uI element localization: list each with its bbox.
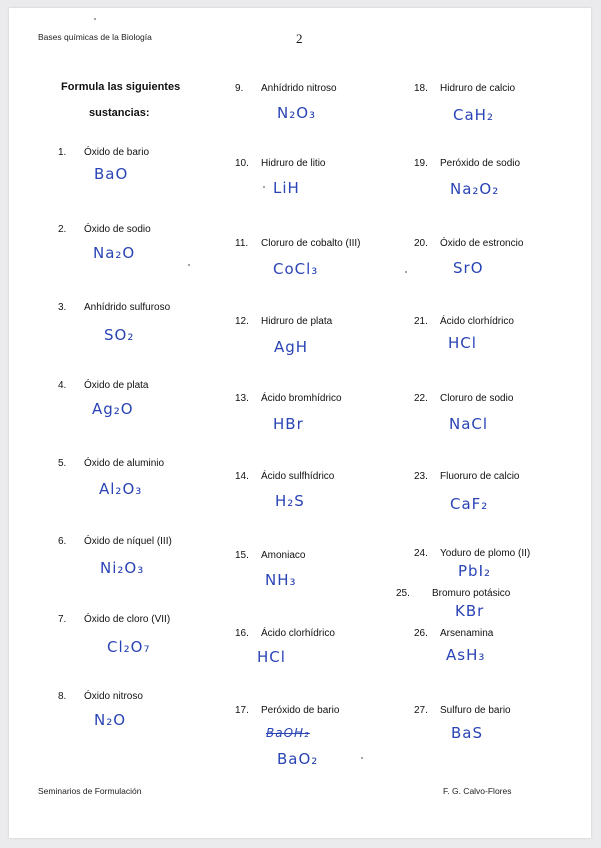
exercise-item-27 — [414, 705, 511, 716]
exercise-item-21 — [414, 316, 514, 327]
item-number: 23. — [414, 471, 428, 482]
item-number: 26. — [414, 628, 428, 639]
handwritten-answer-18: CaH₂ — [453, 106, 494, 124]
item-label: Ácido clorhídrico — [261, 628, 335, 639]
handwritten-answer-17: BaO₂ — [277, 750, 319, 768]
item-label: Hidruro de plata — [261, 316, 333, 327]
exercise-item-14 — [235, 471, 334, 482]
item-number: 5. — [58, 458, 67, 469]
scan-speck — [263, 186, 265, 188]
handwritten-answer-26: AsH₃ — [446, 646, 486, 664]
exercise-item-26 — [414, 628, 493, 639]
scan-speck — [405, 271, 407, 273]
handwritten-answer-27: BaS — [451, 724, 484, 742]
exercise-item-6 — [58, 536, 172, 547]
handwritten-answer-21: HCl — [448, 334, 477, 352]
item-label: Sulfuro de bario — [440, 705, 511, 716]
handwritten-answer-20: SrO — [453, 259, 484, 277]
scan-speck — [94, 18, 96, 20]
handwritten-answer-17-crossed-out: BaOH₂ — [266, 726, 310, 740]
item-label: Bromuro potásico — [432, 588, 511, 599]
worksheet-page — [9, 8, 591, 838]
exercise-item-20 — [414, 238, 523, 249]
handwritten-answer-6: Ni₂O₃ — [100, 559, 145, 577]
item-label: Peróxido de bario — [261, 705, 340, 716]
exercise-item-7 — [58, 614, 170, 625]
item-number: 12. — [235, 316, 249, 327]
exercise-item-17 — [235, 705, 339, 716]
handwritten-answer-19: Na₂O₂ — [450, 180, 500, 198]
exercise-item-18 — [414, 83, 515, 94]
handwritten-answer-9: N₂O₃ — [277, 104, 317, 122]
exercise-item-19 — [414, 158, 520, 169]
item-number: 2. — [58, 224, 67, 235]
handwritten-answer-7: Cl₂O₇ — [107, 638, 151, 656]
item-label: Óxido de sodio — [84, 224, 151, 235]
item-number: 3. — [58, 302, 67, 313]
exercise-item-3 — [58, 302, 170, 313]
item-number: 19. — [414, 158, 428, 169]
exercise-item-1 — [58, 147, 149, 158]
header-course-title: Bases químicas de la Biología — [38, 32, 152, 42]
item-label: Peróxido de sodio — [440, 158, 521, 169]
exercise-item-23 — [414, 471, 519, 482]
exercise-item-15 — [235, 550, 305, 561]
handwritten-answer-14: H₂S — [275, 492, 305, 510]
item-label: Hidruro de litio — [261, 158, 326, 169]
handwritten-answer-1: BaO — [94, 165, 129, 183]
handwritten-answer-3: SO₂ — [104, 326, 135, 344]
exercise-item-2 — [58, 224, 151, 235]
item-label: Fluoruro de calcio — [440, 471, 520, 482]
handwritten-answer-11: CoCl₃ — [273, 260, 319, 278]
page-number: 2 — [296, 31, 303, 46]
item-number: 11. — [235, 238, 249, 249]
item-number: 22. — [414, 393, 428, 404]
exercise-item-9 — [235, 83, 337, 94]
item-number: 21. — [414, 316, 428, 327]
handwritten-answer-10: LiH — [273, 179, 300, 197]
handwritten-answer-8: N₂O — [94, 711, 127, 729]
item-label: Óxido de níquel (III) — [84, 536, 172, 547]
item-label: Óxido de bario — [84, 147, 150, 158]
handwritten-answer-12: AgH — [274, 338, 309, 356]
item-label: Ácido sulfhídrico — [261, 471, 335, 482]
item-label: Yoduro de plomo (II) — [440, 548, 531, 559]
item-number: 9. — [235, 83, 244, 94]
item-number: 25. — [396, 588, 410, 599]
item-label: Amoniaco — [261, 550, 306, 561]
item-number: 10. — [235, 158, 249, 169]
item-number: 13. — [235, 393, 249, 404]
handwritten-answer-2: Na₂O — [93, 244, 136, 262]
exercise-item-16 — [235, 628, 335, 639]
handwritten-answer-4: Ag₂O — [92, 400, 134, 418]
item-number: 7. — [58, 614, 67, 625]
item-label: Cloruro de cobalto (III) — [261, 238, 361, 249]
item-number: 20. — [414, 238, 428, 249]
item-number: 4. — [58, 380, 67, 391]
item-number: 17. — [235, 705, 249, 716]
exercise-item-8 — [58, 691, 143, 702]
item-label: Óxido de estroncio — [440, 238, 524, 249]
item-label: Óxido de cloro (VII) — [84, 614, 171, 625]
item-label: Arsenamina — [440, 628, 494, 639]
item-number: 16. — [235, 628, 249, 639]
handwritten-answer-25: KBr — [455, 602, 485, 620]
item-label: Ácido bromhídrico — [261, 393, 342, 404]
item-number: 15. — [235, 550, 249, 561]
item-label: Anhídrido sulfuroso — [84, 302, 171, 313]
item-number: 18. — [414, 83, 428, 94]
item-number: 6. — [58, 536, 67, 547]
exercise-item-22 — [414, 393, 513, 404]
exercise-item-11 — [235, 238, 361, 249]
scan-speck — [188, 264, 190, 266]
item-number: 27. — [414, 705, 428, 716]
exercise-item-25 — [396, 588, 510, 599]
handwritten-answer-13: HBr — [273, 415, 304, 433]
exercise-item-4 — [58, 380, 149, 391]
item-label: Anhídrido nitroso — [261, 83, 337, 94]
item-label: Óxido de aluminio — [84, 458, 165, 469]
exercise-item-13 — [235, 393, 342, 404]
handwritten-answer-5: Al₂O₃ — [99, 480, 143, 498]
footer-seminar-title: Seminarios de Formulación — [38, 786, 142, 796]
handwritten-answer-22: NaCl — [449, 415, 489, 433]
item-label: Hidruro de calcio — [440, 83, 516, 94]
item-number: 8. — [58, 691, 67, 702]
exercise-item-12 — [235, 316, 332, 327]
item-label: Óxido nitroso — [84, 691, 143, 702]
handwritten-answer-24: PbI₂ — [458, 562, 492, 580]
footer-author: F. G. Calvo-Flores — [443, 786, 512, 796]
item-number: 24. — [414, 548, 428, 559]
item-label: Ácido clorhídrico — [440, 316, 514, 327]
exercise-item-24 — [414, 548, 530, 559]
item-label: Cloruro de sodio — [440, 393, 514, 404]
exercise-item-5 — [58, 458, 164, 469]
item-number: 14. — [235, 471, 249, 482]
instructions-title-line1: Formula las siguientes — [61, 81, 181, 93]
item-number: 1. — [58, 147, 67, 158]
item-label: Óxido de plata — [84, 380, 149, 391]
instructions-title-line2: sustancias: — [89, 107, 150, 119]
handwritten-answer-16: HCl — [257, 648, 286, 666]
handwritten-answer-15: NH₃ — [265, 571, 297, 589]
handwritten-answer-23: CaF₂ — [450, 495, 489, 513]
scan-speck — [361, 757, 363, 759]
exercise-item-10 — [235, 158, 325, 169]
